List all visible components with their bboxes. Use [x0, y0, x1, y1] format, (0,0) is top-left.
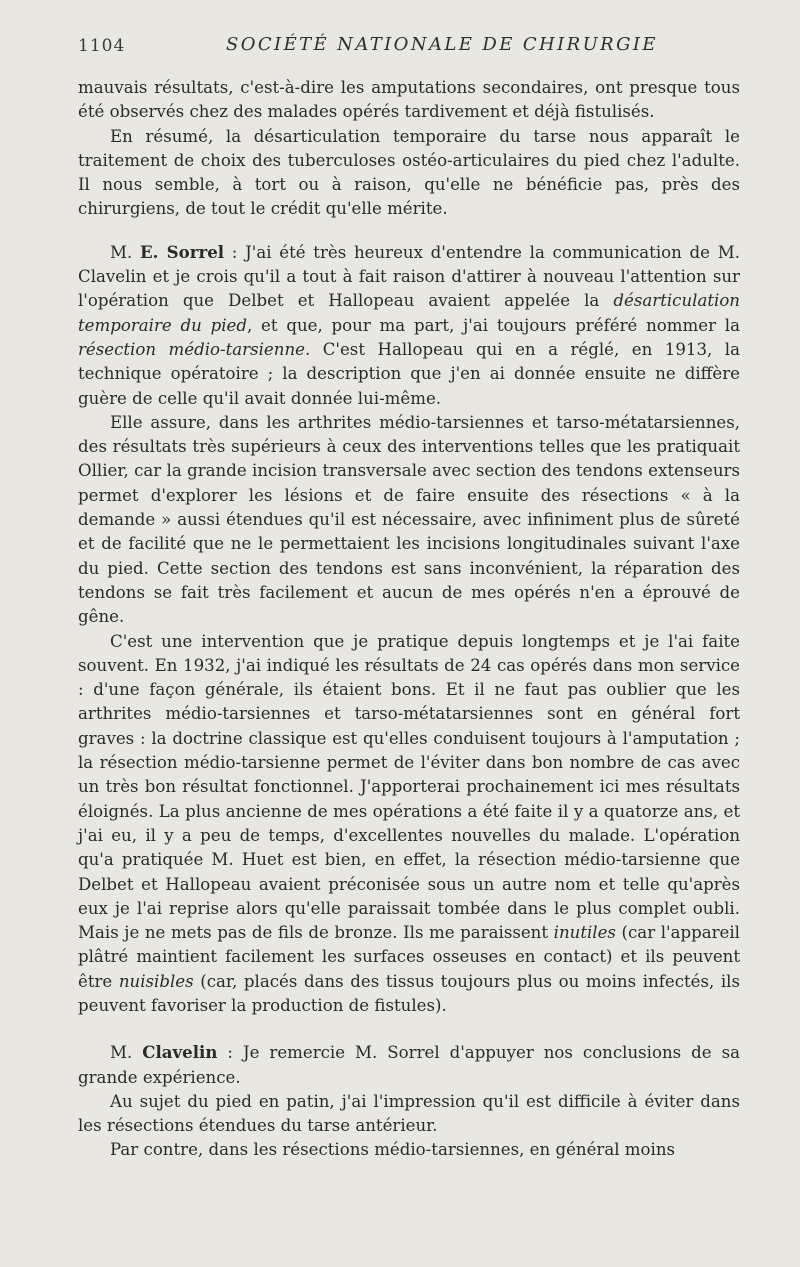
paragraph-clavelin-reply	[78, 1040, 740, 1090]
italic-term-desarticulation: désarticulation temporaire du pied	[78, 291, 740, 335]
text-run: : J'ai été très heureux d'entendre la communication de M. Clavelin et je crois qu'il a tout à fait raison d'attirer à nouveau l'attention sur l'opération que Delbet et Hallopeau avaient appelée la	[78, 242, 740, 311]
speaker-prefix: M.	[110, 1043, 143, 1063]
paragraph-1: mauvais résultats, c'est-à-dire les amputations secondaires, ont presque tous été observés chez des malades opérés tardivement et déjà fistulisés.	[78, 78, 740, 122]
speaker-name-sorrel: E. Sorrel	[140, 241, 225, 262]
text-run: (car l'appareil plâtré maintient facilement les surfaces osseuses en contact) et ils peuvent être	[78, 923, 740, 991]
paragraph-7: Au sujet du pied en patin, j'ai l'impression qu'il est difficile à éviter dans les résections étendues du tarse antérieur.	[78, 1091, 740, 1136]
italic-term-inutiles: inutiles	[553, 923, 616, 943]
text-run: , et que, pour ma part, j'ai toujours préféré nommer la	[246, 315, 740, 335]
text-run: . C'est Hallopeau qui en a réglé, en 1913, la technique opératoire ; la description que j'en ai donnée ensuite ne diffère guère de celle qu'il avait donnée lui-même.	[78, 339, 740, 408]
text-run: (car, placés dans des tissus toujours plus ou moins infectés, ils peuvent favoriser la production de fistules).	[78, 971, 740, 1015]
paragraph-8: Par contre, dans les résections médio-tarsiennes, en général moins	[110, 1140, 676, 1160]
page-number: 1104	[78, 36, 126, 56]
journal-title: SOCIÉTÉ NATIONALE DE CHIRURGIE	[226, 34, 658, 55]
paragraph-2: En résumé, la désarticulation temporaire du tarse nous apparaît le traitement de choix des tuberculoses ostéo-articulaires du pied chez l'adulte. Il nous semble, à tort ou à raison, qu'elle ne bénéficie pas, près des chirurgiens, de tout le crédit qu'elle mérite.	[78, 126, 740, 219]
paragraph-sorrel-intervention	[78, 240, 740, 411]
body-text	[78, 76, 740, 1163]
paragraph-4: Elle assure, dans les arthrites médio-tarsiennes et tarso-métatarsiennes, des résultats très supérieurs à ceux des interventions telles que les pratiquait Ollier, car la grande incision transversale avec section des tendons extenseurs permet d'explorer les lésions et de faire ensuite des résections « à la demande » aussi étendues qu'il est nécessaire, avec infiniment plus de sûreté et de facilité que ne le permettaient les incisions longitudinales suivant l'axe du pied. Cette section des tendons est sans inconvénient, la réparation des tendons se fait très facilement et aucun de mes opérés n'en a éprouvé de gêne.	[78, 412, 740, 627]
running-header	[78, 32, 738, 62]
italic-term-resection: résection médio-tarsienne	[78, 339, 305, 359]
text-run: C'est une intervention que je pratique depuis longtemps et je l'ai faite souvent. En 1932, j'ai indiqué les résultats de 24 cas opérés dans mon service : d'une façon générale, ils étaient bons. Et il ne faut pas oublier que les arthrites médio-tarsiennes et tarso-métatarsiennes sont en général fort graves : la doctrine classique est qu'elles conduisent toujours à l'amputation ; la résection médio-tarsienne permet de l'éviter dans bon nombre de cas avec un très bon résultat fonctionnel. J'apporterai prochainement ici mes résultats éloignés. La plus ancienne de mes opérations a été faite il y a quatorze ans, et j'ai eu, il y a peu de temps, d'excellentes nouvelles du malade. L'opération qu'a pratiquée M. Huet est bien, en effet, la résection médio-tarsienne que Delbet et Hallopeau avaient préconisée sous un autre nom et telle qu'après eux je l'ai reprise alors qu'elle paraissait tombée dans le plus complet oubli. Mais je ne mets pas de fils de bronze. Ils me paraissent	[78, 631, 740, 943]
paragraph-5	[78, 630, 740, 1019]
italic-term-nuisibles: nuisibles	[118, 971, 194, 991]
text-run: : Je remercie M. Sorrel d'appuyer nos conclusions de sa grande expérience.	[78, 1043, 740, 1087]
speaker-name-clavelin: Clavelin	[142, 1042, 218, 1063]
speaker-prefix: M.	[110, 242, 140, 262]
